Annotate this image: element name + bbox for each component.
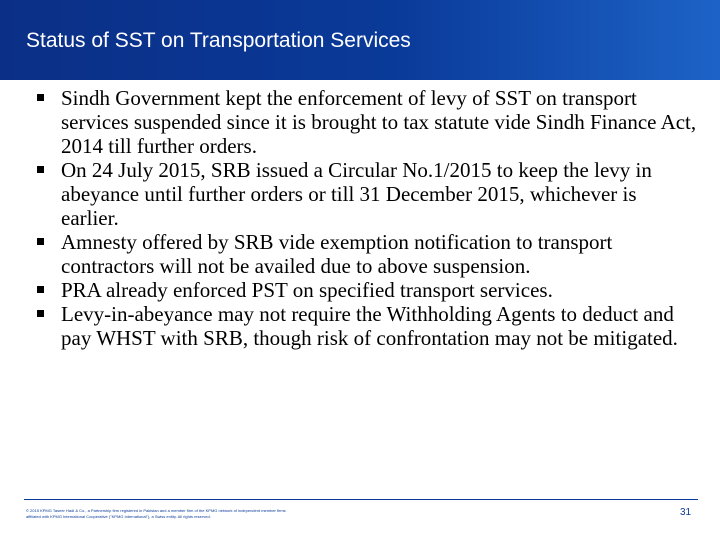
bullet-text: PRA already enforced PST on specified transport services. bbox=[61, 278, 553, 302]
square-bullet-icon bbox=[37, 238, 44, 245]
bullet-text: Amnesty offered by SRB vide exemption notification to transport contractors will not be availed due to above suspension. bbox=[61, 230, 613, 278]
bullet-text: Levy-in-abeyance may not require the Withholding Agents to deduct and pay WHST with SRB, though risk of confrontation may not be mitigated. bbox=[61, 302, 678, 350]
bullet-list bbox=[37, 86, 697, 350]
bullet-item bbox=[37, 158, 697, 230]
slide-title: Status of SST on Transportation Services bbox=[26, 29, 411, 52]
bullet-item bbox=[37, 302, 697, 350]
bullet-item bbox=[37, 278, 697, 302]
square-bullet-icon bbox=[37, 286, 44, 293]
page-number: 31 bbox=[680, 507, 692, 518]
bullet-text: Sindh Government kept the enforcement of levy of SST on transport services suspended since it is brought to tax statute vide Sindh Finance Act, 2014 till further orders. bbox=[61, 86, 697, 158]
square-bullet-icon bbox=[37, 94, 44, 101]
bullet-item bbox=[37, 230, 697, 278]
bullet-item bbox=[37, 86, 697, 158]
title-bar bbox=[0, 0, 720, 80]
square-bullet-icon bbox=[37, 166, 44, 173]
square-bullet-icon bbox=[37, 310, 44, 317]
footer-divider bbox=[24, 499, 698, 500]
bullet-text: On 24 July 2015, SRB issued a Circular No.1/2015 to keep the levy in abeyance until further orders or till 31 December 2015, whichever is earlier. bbox=[61, 158, 652, 230]
footer-disclaimer: © 2015 KPMG Taseer Hadi & Co., a Partnership firm registered in Pakistan and a member firm of the KPMG network of independent member firms affiliated with KPMG International Cooperative ("KPMG International"), a Swiss entity. All rights reserved. bbox=[26, 508, 286, 519]
